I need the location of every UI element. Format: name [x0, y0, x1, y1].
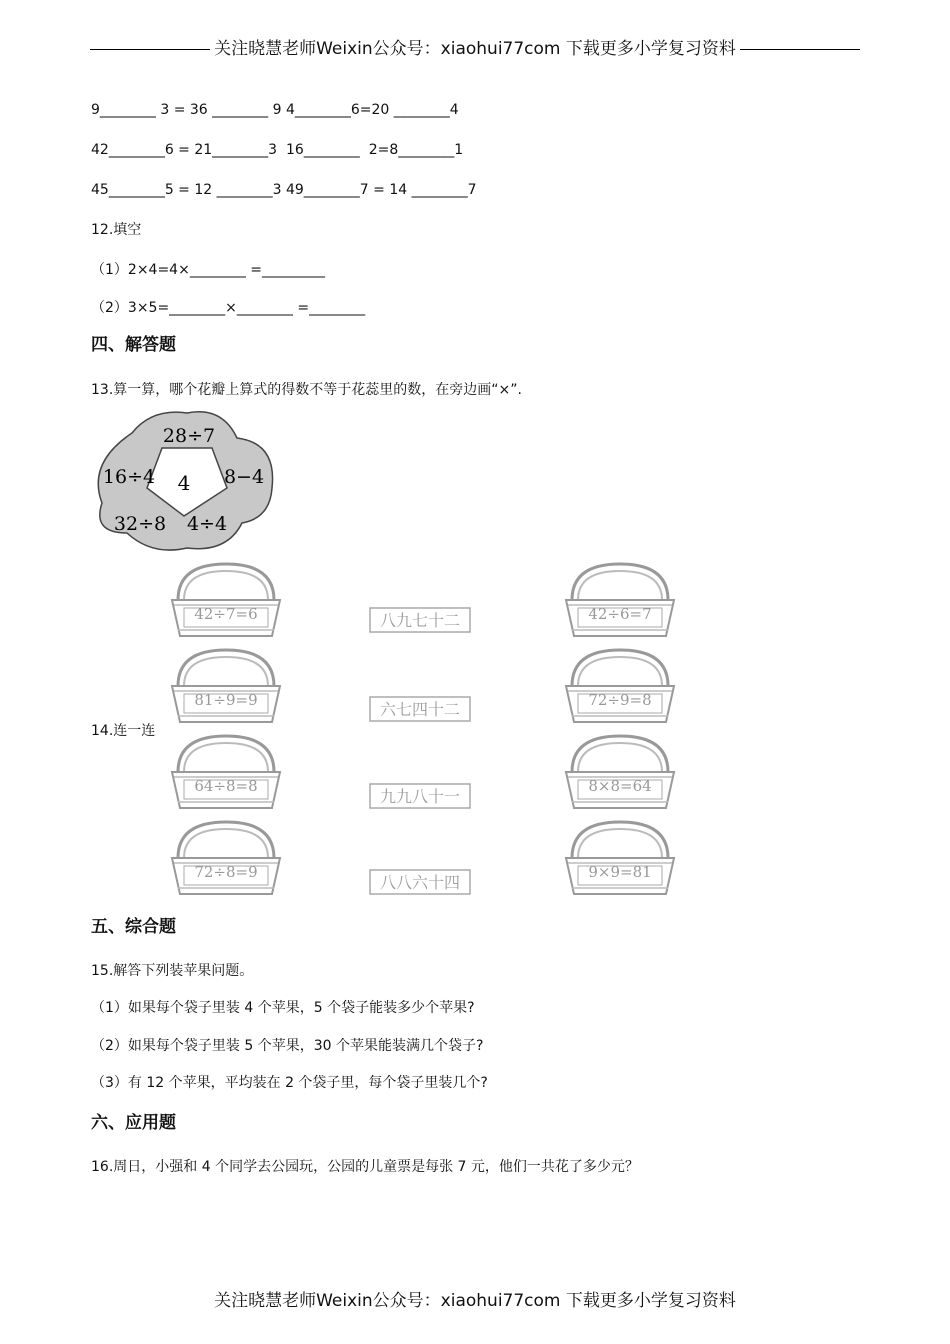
middle-card-2-label: 六七四十二 — [379, 700, 461, 719]
right-basket-1 — [566, 564, 674, 636]
page-header — [0, 34, 950, 59]
petal-left: 16÷4 — [102, 466, 156, 488]
question-15-item-3: （3）有 12 个苹果，平均装在 2 个袋子里，每个袋子里装几个? — [91, 1075, 488, 1091]
middle-card-3-label: 九九八十一 — [379, 787, 461, 806]
left-basket-1-label: 42÷7=6 — [194, 605, 258, 623]
middle-card-4-label: 八八六十四 — [379, 873, 461, 892]
question-15-title: 15.解答下列装苹果问题。 — [91, 963, 254, 979]
right-basket-4-label: 9×9=81 — [588, 863, 652, 881]
right-basket-3-label: 8×8=64 — [588, 777, 652, 795]
right-basket-1-label: 42÷6=7 — [588, 605, 652, 623]
section-6-heading: 六、应用题 — [91, 1113, 176, 1133]
fill-line-2: 42________6 = 21________3 16________ 2=8________1 — [91, 142, 464, 158]
petal-bottom-left: 32÷8 — [113, 513, 167, 535]
petal-top: 28÷7 — [162, 425, 216, 447]
question-15-item-2: （2）如果每个袋子里装 5 个苹果，30 个苹果能装满几个袋子? — [91, 1038, 484, 1054]
left-basket-3-label: 64÷8=8 — [194, 777, 258, 795]
question-12-item-1: （1）2×4=4×________ =_________ — [91, 262, 326, 278]
fill-line-3: 45________5 = 12 ________3 49________7 = 14 ________7 — [91, 182, 477, 198]
right-basket-4 — [566, 822, 674, 894]
petal-bottom-right: 4÷4 — [186, 513, 228, 535]
section-5-heading: 五、综合题 — [91, 917, 176, 937]
right-basket-2-label: 72÷9=8 — [588, 691, 652, 709]
section-4-heading: 四、解答题 — [91, 335, 176, 355]
question-14-title: 14.连一连 — [91, 723, 156, 739]
question-13-title: 13.算一算，哪个花瓣上算式的得数不等于花蕊里的数，在旁边画“×”. — [91, 382, 522, 398]
petal-right: 8−4 — [223, 466, 265, 488]
matching-figure — [160, 560, 700, 900]
flower-center: 4 — [177, 471, 191, 495]
left-basket-4 — [172, 822, 280, 894]
left-basket-2 — [172, 650, 280, 722]
left-basket-4-label: 72÷8=9 — [194, 863, 258, 881]
header-text: 关注晓慧老师Weixin公众号：xiaohui77com 下载更多小学复习资料 — [210, 39, 740, 59]
flower-figure — [92, 408, 277, 553]
question-15-item-1: （1）如果每个袋子里装 4 个苹果，5 个袋子能装多少个苹果? — [91, 1000, 475, 1016]
question-16-title: 16.周日，小强和 4 个同学去公园玩，公园的儿童票是每张 7 元，他们一共花了多少元？ — [91, 1159, 639, 1175]
question-12-item-2: （2）3×5=________×________ =________ — [91, 300, 366, 316]
left-basket-1 — [172, 564, 280, 636]
middle-card-1-label: 八九七十二 — [379, 611, 461, 630]
left-basket-2-label: 81÷9=9 — [194, 691, 258, 709]
left-basket-3 — [172, 736, 280, 808]
right-basket-3 — [566, 736, 674, 808]
fill-line-1: 9________ 3 = 36 ________ 9 4________6=20 ________4 — [91, 102, 459, 118]
question-12-title: 12.填空 — [91, 222, 142, 238]
page-footer: 关注晓慧老师Weixin公众号：xiaohui77com 下载更多小学复习资料 — [214, 1291, 736, 1311]
right-basket-2 — [566, 650, 674, 722]
